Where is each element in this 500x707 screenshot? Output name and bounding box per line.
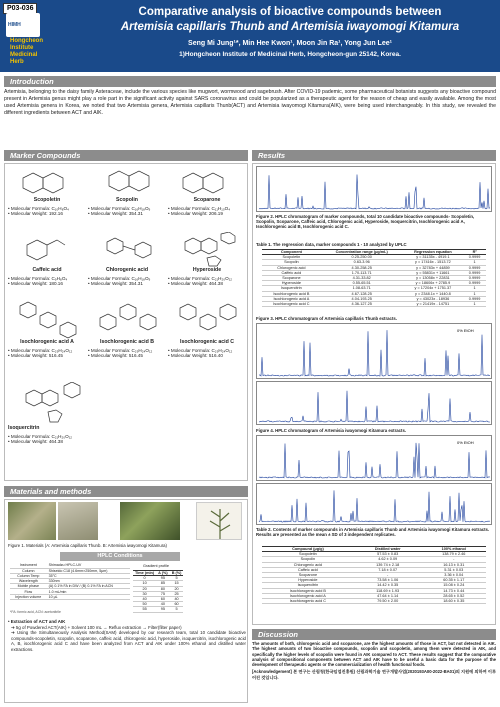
compound-name: Isochlorogenic acid C [180, 339, 234, 345]
table-cell: Hyperoside [262, 281, 321, 286]
table-cell: Caffeic acid [262, 567, 354, 572]
table-header-cell: B (%) [171, 571, 182, 576]
table-cell: Isochlorogenic acid B [262, 291, 321, 296]
table-cell: Mobile phase [10, 584, 47, 589]
table-cell: 16.13 ± 0.31 [422, 562, 486, 567]
hplc-footnote: *FA: formic acid, ACN: acetonitrile [10, 610, 61, 614]
compound-weight: • Molecular Weight: 206.19 [168, 211, 223, 217]
table-cell: 0.9999 [463, 281, 486, 286]
table-cell: Isochlorogenic acid A [262, 296, 321, 301]
table-cell: Flow [10, 589, 47, 594]
compound-name: Isoquercitrin [8, 425, 40, 431]
specimen-icon [197, 503, 243, 541]
table-cell: 15.08 ± 0.24 [422, 583, 486, 588]
table-cell: y = 18606x + 2785.9 [403, 281, 464, 286]
chromatogram-trace [259, 443, 490, 478]
table-cell: y = 13058x + 22831 [403, 275, 464, 280]
table-cell: 138.79 ± 2.46 [422, 552, 486, 557]
isochlorogenic-acid-c-structure-icon [174, 298, 240, 340]
section-header-discussion: Discussion [252, 629, 496, 640]
table-cell: 0.9999 [463, 275, 486, 280]
table-row [262, 301, 486, 306]
table-cell: Isochlorogenic acid C [262, 598, 354, 603]
compound-formula: • Molecular Formula: C₂₅H₂₄O₁₂ [168, 347, 233, 353]
compound-weight: • Molecular Weight: 354.31 [88, 281, 143, 287]
table-cell: y = 17416x - 1513.72 [403, 260, 464, 265]
table-cell: 80 [156, 586, 170, 591]
table-cell: 0.63-3.96 [321, 260, 403, 265]
chromatogram-label: 0% EtOH [457, 440, 474, 445]
table-cell: 0 [133, 576, 156, 581]
table-cell: 79.50 ± 2.00 [354, 598, 422, 603]
table-cell: 20 [133, 586, 156, 591]
compound-formula: • Molecular Formula: C₁₁H₁₀O₄ [168, 205, 231, 211]
table-cell: 1 [463, 291, 486, 296]
table-cell: y = 32783x + 44859 [403, 265, 464, 270]
table-cell: 25 [170, 591, 184, 596]
chromatogram-trace [259, 330, 490, 376]
compound-card [8, 298, 86, 359]
table-cell: Isochlorogenic acid B [262, 588, 354, 593]
compound-weight: • Molecular Weight: 464.38 [168, 281, 223, 287]
section-header-results: Results [252, 150, 496, 161]
table-cell: 73.58 ± 1.06 [354, 578, 422, 583]
chromatogram-label: 0% EtOH [457, 328, 474, 333]
methods-bullet: ➔ Using the Simultaneously Analysis Method(SAM) developed by our research team, total 10 candidate bioactive compounds-scopoletin, scopolin, scoparone, caffeic acid, chlorogenic acid, hyperoside, isoquercitrin, isochlorogenic acid A, B, isochlorogenic acid C and have been analyzed from ACT and AIK under 100% ethanol and distilled water extractions. [11, 630, 246, 652]
table-cell: Column Temp [10, 573, 47, 578]
table-cell: Chlorogenic acid [262, 265, 321, 270]
table-cell: 95 [156, 607, 170, 612]
institute-logo [6, 13, 40, 37]
isoquercitrin-structure-icon [20, 382, 86, 426]
compound-name: Hyperoside [192, 267, 222, 273]
figure-2-chromatogram [256, 166, 492, 212]
table-cell: 18.60 ± 0.35 [422, 598, 486, 603]
table-cell: Scopolin [262, 557, 354, 562]
table-cell: 0.9999 [463, 270, 486, 275]
table-cell: 1 [463, 301, 486, 306]
table-cell: 20 [170, 586, 184, 591]
table-cell: 4.36-127.25 [321, 301, 403, 306]
table-cell: 0.9999 [463, 265, 486, 270]
table-cell: 47.64 ± 1.14 [354, 593, 422, 598]
table-cell: Wavelength [10, 579, 47, 584]
institute-name-line: Institute [10, 45, 34, 51]
compound-card [168, 232, 246, 287]
figure-3-chromatogram-2 [256, 381, 492, 425]
figure-1-caption: Figure 1. Materials (A: Artemisia capillaris Thunb. B: Artemisia iwayomogi Kitamura) [8, 543, 167, 548]
table-cell: Isoquercitrin [262, 583, 354, 588]
table-cell: - [422, 557, 486, 562]
chromatogram-trace [259, 391, 490, 422]
compound-weight: • Molecular Weight: 180.16 [8, 281, 63, 287]
table-cell: 14.42 ± 0.35 [354, 583, 422, 588]
compound-name: Isochlorogenic acid A [20, 339, 74, 345]
hplc-conditions-title: HPLC Conditions [60, 552, 180, 561]
compound-name: Caffeic acid [32, 267, 62, 273]
table-cell: 95 [156, 576, 170, 581]
table-1-caption: Table 1. The regression data, marker compounds 1 - 10 analyzed by UPLC [256, 242, 407, 247]
institute-name-line: Medicinal [10, 52, 38, 58]
table-row [133, 607, 183, 612]
institute-name [10, 38, 43, 66]
compound-weight: • Molecular Weight: 464.38 [8, 439, 63, 445]
discussion-block [252, 641, 496, 680]
table-cell: - [354, 572, 422, 577]
table-header-cell: Distilled water [354, 547, 422, 552]
affiliation: 1)Hongcheon Institute of Medicinal Herb, Hongcheon-gun 25142, Korea. [179, 51, 401, 58]
compound-weight: • Molecular Weight: 354.31 [88, 211, 143, 217]
table-cell: 139.74 ± 2.18 [354, 562, 422, 567]
table-cell: y = 31135x - 4919.1 [403, 255, 464, 260]
section-header-marker-compounds: Marker Compounds [4, 150, 248, 161]
table-cell: 4.04-193.25 [321, 296, 403, 301]
table-cell: y = 43023x - 18936 [403, 296, 464, 301]
table-cell: Shiseido C18 (4.6mm×250mm, 5μm) [47, 568, 130, 573]
compound-name: Isochlorogenic acid B [100, 339, 154, 345]
compound-card [8, 232, 86, 287]
table-cell: 0.25-250.00 [321, 255, 403, 260]
table-cell: Hyperoside [262, 578, 354, 583]
table-cell: 28.65 ± 0.52 [422, 593, 486, 598]
table-cell: 60 [170, 602, 184, 607]
compound-weight: • Molecular Weight: 516.45 [88, 353, 143, 359]
table-cell: 4.67-128.25 [321, 291, 403, 296]
table-cell: y = 17204x + 1751.37 [403, 286, 464, 291]
table-cell: 0.55-65.51 [321, 281, 403, 286]
compound-weight: • Molecular Weight: 516.40 [168, 353, 223, 359]
table-cell: 60 [156, 596, 170, 601]
table-cell: Scopolin [262, 260, 321, 265]
table-cell: 60.35 ± 1.17 [422, 578, 486, 583]
isochlorogenic-acid-b-structure-icon [94, 298, 160, 340]
figure-4-chromatogram-2 [256, 483, 492, 525]
compound-card [88, 232, 166, 287]
table-cell: Isochlorogenic acid C [262, 301, 321, 306]
table-cell: Injection volume [10, 594, 47, 599]
compound-card [168, 298, 246, 359]
compound-formula: • Molecular Formula: C₂₁H₂₀O₁₂ [168, 275, 233, 281]
table-cell: 4.30-258.25 [321, 265, 403, 270]
table-cell: 40 [170, 596, 184, 601]
table-header-cell: Regression equation [403, 250, 464, 255]
figure-3-chromatogram [256, 323, 492, 379]
table-1-regression [262, 249, 486, 307]
compound-card [8, 382, 98, 445]
table-header-cell: 100% ethanol [422, 547, 486, 552]
table-cell: 15 [170, 581, 184, 586]
table-header-cell: A (%) [158, 571, 168, 576]
table-cell: 55 [133, 607, 156, 612]
table-cell: 5 [170, 576, 184, 581]
table-header-cell: Time (min) [135, 571, 155, 576]
compound-formula: • Molecular Formula: C₂₅H₂₄O₁₂ [88, 347, 153, 353]
table-header-cell: R² [463, 250, 486, 255]
table-row [262, 598, 486, 603]
compound-name: Scopolin [116, 197, 138, 203]
compound-name: Scoparone [193, 197, 221, 203]
table-cell: Shimadzu HPLC-UV [47, 563, 130, 568]
hyperoside-structure-icon [177, 232, 237, 268]
figure-4-caption: Figure 4. HPLC chromatogram of Artemisia iwayomogi Kitamura extracts. [256, 428, 407, 433]
table-cell: 10 [133, 581, 156, 586]
table-cell: 4.31-33.82 [321, 275, 403, 280]
figure-4-chromatogram [256, 435, 492, 481]
institute-name-line: Hongcheon [10, 38, 43, 44]
compound-card [88, 168, 166, 217]
scopoletin-structure-icon [19, 168, 75, 198]
table-header-cell: Component [262, 250, 321, 255]
table-cell: 50 [133, 602, 156, 607]
poster-title-line-2: Artemisia capillaris Thunb and Artemisia iwayomogi Kitamura [120, 21, 460, 33]
table-2-caption: Table 2. Contents of marker compounds in Artemisia capillaris Thunb and Artemisia iwayomogi Kitamura extracts. Results are presented as the mean ± SD of 3 independent replicates. [256, 527, 490, 538]
table-cell: 7.18 ± 0.07 [354, 567, 422, 572]
table-cell: 57.53 ± 0.83 [354, 552, 422, 557]
methods-bullet: • Extraction of ACT and AIK [8, 619, 66, 624]
table-cell: Scopoletin [262, 255, 321, 260]
table-cell: Scopoletin [262, 552, 354, 557]
compound-card [168, 168, 246, 217]
artemisia-capillaris-herb-photo [58, 502, 98, 540]
compound-formula: • Molecular Formula: C₁₆H₁₈O₉ [88, 205, 151, 211]
table-cell: 0.9999 [463, 296, 486, 301]
table-cell: 118.69 ± 1.93 [354, 588, 422, 593]
table-cell: 85 [156, 581, 170, 586]
compound-formula: • Molecular Formula: C₁₆H₁₈O₉ [88, 275, 151, 281]
section-header-materials-methods: Materials and methods [4, 486, 248, 497]
compound-formula: • Molecular Formula: C₂₅H₂₄O₁₂ [8, 347, 73, 353]
table-cell: Isochlorogenic acid A [262, 593, 354, 598]
hplc-conditions-table [10, 563, 130, 600]
acknowledgement: [Acknowledgement] 본 연구는 산림청(한국임업진흥원) 산림과학기술 연구개발사업(2020193A00-2022-BA01)의 지원에 의하여 이루어진 것입니다. [252, 669, 496, 680]
table-row [10, 584, 130, 589]
table-cell: 10 μL [47, 594, 130, 599]
table-cell: 1.70-113.71 [321, 270, 403, 275]
methods-bullets [8, 619, 246, 653]
table-cell: 4.62 ± 0.09 [354, 557, 422, 562]
artemisia-capillaris-photo [8, 502, 56, 540]
caffeic-acid-structure-icon [19, 232, 75, 268]
scopolin-structure-icon [99, 168, 155, 198]
chromatogram-trace [259, 175, 490, 210]
table-cell: 1.08-63.71 [321, 286, 403, 291]
introduction-text: Artemisia, belonging to the daisy family Asteraceae, include the various species like mugwort, wormwood and sagebrush. After COVID-19 pademic, some pharmaceutical botanists suggests any bioactive compound present in Artemisia genus might play a role part in the significant activity against SARS coronavirus and could be popularized as a therapeutic agent for the reason of cheap and easily available. Among the most used Artemisia genera in Korea, we noted that two Artemisia genera, Artemisia capillaris Thunb(ACT) and Artemisia iwayomogi Kitamura(AIK), were being used interchangeably. In this study, we revealed the different ingredients between ACT and AIK. [4, 89, 496, 117]
table-cell: y = 2348.1x + 1440.8 [403, 291, 464, 296]
section-header-introduction: Introduction [4, 76, 496, 87]
table-cell: 0.9999 [463, 255, 486, 260]
isochlorogenic-acid-a-structure-icon [14, 298, 80, 340]
compound-card [8, 168, 86, 217]
table-cell: 5.31 ± 0.03 [422, 567, 486, 572]
table-cell: Column [10, 568, 47, 573]
logo-abbr: HIMH [8, 22, 21, 28]
table-cell: Caffeic acid [262, 270, 321, 275]
table-cell: Scoparone [262, 572, 354, 577]
table-row [10, 594, 130, 599]
table-cell: (A) 0.1% FA in DW / (B) 0.1% FA in ACN [47, 584, 130, 589]
chlorogenic-acid-structure-icon [97, 232, 157, 268]
compound-weight: • Molecular Weight: 516.45 [8, 353, 63, 359]
artemisia-iwayomogi-photo [120, 502, 180, 540]
table-cell: 1 [463, 286, 486, 291]
table-cell: 40 [133, 596, 156, 601]
poster-header [0, 0, 500, 72]
authors: Seng Mi Jung¹*, Min Hee Kwon¹, Moon Jin Ra¹, Yong Jun Lee¹ [188, 40, 392, 47]
compound-formula: • Molecular Formula: C₁₀H₈O₄ [8, 205, 69, 211]
compound-weight: • Molecular Weight: 192.16 [8, 211, 63, 217]
compound-formula: • Molecular Formula: C₂₁H₂₀O₁₂ [8, 433, 73, 439]
scoparone-structure-icon [179, 168, 235, 198]
table-header-cell: Compound (μg/g) [262, 547, 354, 552]
chromatogram-trace [259, 490, 490, 522]
table-cell: 330nm [47, 579, 130, 584]
table-2-contents [262, 546, 486, 604]
table-cell: Scoparone [262, 275, 321, 280]
table-cell: 40 [156, 602, 170, 607]
gradient-profile-title: Gradient profile [143, 564, 169, 568]
table-cell: 1.0 mL/min [47, 589, 130, 594]
table-cell: y = 21419x - 14751 [403, 301, 464, 306]
table-cell: 5 [170, 607, 184, 612]
poster-title-line-1: Comparative analysis of bioactive compounds between [138, 6, 442, 18]
table-cell: 35°C [47, 573, 130, 578]
figure-3-caption: Figure 3. HPLC chromatogram of Artemisia capillaris Thunb extracts. [256, 316, 397, 321]
compound-formula: • Molecular Formula: C₉H₈O₄ [8, 275, 68, 281]
methods-bullet: ➔ 5g of Powdered ACT(AIK) + Solvent 100 mL → Reflux extraction → Filter(filter paper) [11, 624, 182, 630]
compound-name: Chlorogenic acid [105, 267, 149, 273]
table-header-cell: Concentration range (μg/mL) [321, 250, 403, 255]
table-cell: 14.73 ± 0.44 [422, 588, 486, 593]
institute-name-line: Herb [10, 59, 24, 65]
table-cell: 3.36 ± 0.04 [422, 572, 486, 577]
poster-id-badge: P03-036 [3, 3, 37, 14]
table-cell: 75 [156, 591, 170, 596]
gradient-profile-table [133, 570, 183, 613]
table-cell: Instrument [10, 563, 47, 568]
table-cell: Isoquercitrin [262, 286, 321, 291]
table-cell: y = 55831x + 11661 [403, 270, 464, 275]
table-cell: 30 [133, 591, 156, 596]
figure-2-caption: Figure 2. HPLC chromatogram of marker compounds, total 10 candidate bioactive compounds- Scopoletin, Scopolin, Scoparone, Caffeic acid, Chlorogenic acid, Hyperoside, Isoquercitrin, Isochlorogenic acid A, Isochlorogenic acid B, Isochlorogenic acid C. [256, 214, 475, 230]
table-cell: 1 [463, 260, 486, 265]
table-cell: Chlorogenic acid [262, 562, 354, 567]
artemisia-iwayomogi-specimen-photo [196, 502, 242, 540]
compound-card [88, 298, 166, 359]
compound-name: Scopoletin [33, 197, 61, 203]
discussion-text: The amounts of both, chlorogenic acid and scoparone, are the highest amounts of those in ACT, but not detected in AIK. The highest amounts of two bioactive compounds, scopolin and scopoletin, among them were detected in AIK, and specifically the higher levels of scopolin were found in AIK compared to ACT. These results suggest that the comparative analysis of compositional components between ACT and AIK have to be useful a basic data for the purpose of the development of therapeutic agents or the commercialization of health functional foods. [252, 641, 496, 668]
